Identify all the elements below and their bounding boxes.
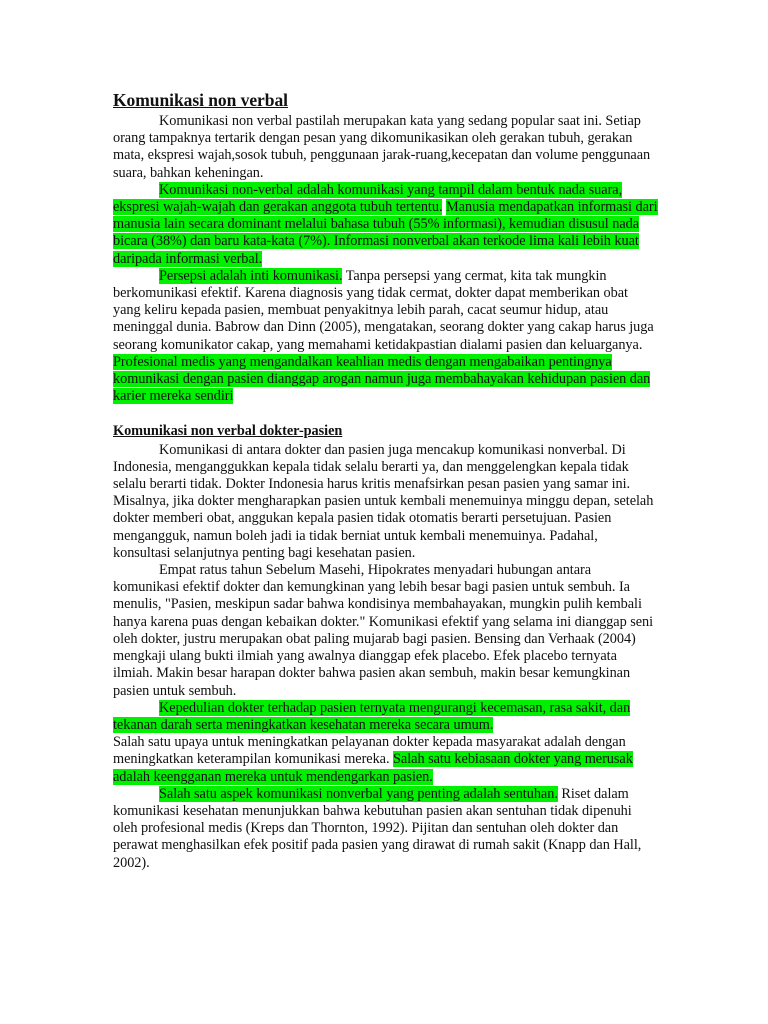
highlighted-text: Komunikasi non-verbal adalah komunikasi yang tampil dalam bentuk nada suara, ekspresi wajah-wajah dan gerakan anggota tubuh tertentu. bbox=[113, 181, 623, 216]
highlighted-text: Manusia mendapatkan informasi dari manusia lain secara dominant melalui bahasa tubuh (55% informasi), kemudian disusul nada bicara (38%) dan baru kata-kata (7%). Informasi nonverbal akan terkode lima kali lebih kuat daripada informasi verbal. bbox=[113, 199, 658, 267]
paragraph-text: Riset dalam komunikasi kesehatan menunjukkan bahwa kebutuhan pasien akan sentuhan tidak dipenuhi oleh profesional medis (Kreps dan Thornton, 1992). Pijitan dan sentuhan oleh dokter dan perawat menghasilkan efek positif pada pasien yang dirawat di rumah sakit (Knapp dan Hall, 2002). bbox=[113, 785, 642, 871]
highlighted-text: Persepsi adalah inti komunikasi. bbox=[159, 267, 343, 284]
paragraph bbox=[113, 182, 658, 268]
highlighted-text: Profesional medis yang mengandalkan keahlian medis dengan mengabaikan pentingnya komunikasi dengan pasien dianggap arogan namun juga membahayakan kehidupan pasien dan karier mereka sendiri bbox=[113, 353, 651, 405]
page-title: Komunikasi non verbal bbox=[113, 90, 288, 110]
section-heading: Komunikasi non verbal dokter-pasien bbox=[113, 423, 343, 440]
highlighted-text: Kepedulian dokter terhadap pasien ternyata mengurangi kecemasan, rasa sakit, dan tekanan darah serta meningkatkan kesehatan mereka secara umum. bbox=[113, 699, 631, 733]
paragraph bbox=[113, 734, 658, 786]
paragraph bbox=[113, 786, 658, 872]
paragraph bbox=[113, 268, 658, 406]
highlighted-text: Salah satu aspek komunikasi nonverbal yang penting adalah sentuhan. bbox=[159, 785, 558, 802]
paragraph-text: Komunikasi di antara dokter dan pasien juga mencakup komunikasi nonverbal. Di Indonesia, menganggukkan kepala tidak selalu berarti ya, dan menggelengkan kepala tidak selalu berarti tidak. Dokter Indonesia harus kritis menafsirkan pesan pasien yang samar ini. Misalnya, jika dokter mengharapkan pasien untuk kembali menemuinya minggu depan, setelah dokter memberi obat, anggukan kepala pasien tidak otomatis berarti persetujuan. Pasien mengangguk, namun boleh jadi ia tidak berniat untuk kembali menemuinya. Padahal, konsultasi selanjutnya penting bagi kesehatan pasien. bbox=[113, 441, 654, 561]
paragraph bbox=[113, 442, 658, 562]
paragraph-text: Tanpa persepsi yang cermat, kita tak mungkin berkomunikasi efektif. Karena diagnosis yang tidak cermat, dokter dapat memberikan obat yang keliru kepada pasien, membuat penyakitnya lebih parah, cacat seumur hidup, atau meninggal dunia. Babrow dan Dinn (2005), mengatakan, seorang dokter yang cakap harus juga seorang komunikator cakap, yang memahami ketidakpastian dialami pasien dan keluarganya. bbox=[113, 267, 654, 353]
document-body bbox=[113, 90, 658, 872]
paragraph bbox=[113, 113, 658, 182]
paragraph-text: Komunikasi non verbal pastilah merupakan kata yang sedang popular saat ini. Setiap orang tampaknya tertarik dengan pesan yang dikomunikasikan oleh gerakan tubuh, gerakan mata, ekspresi wajah,sosok tubuh, penggunaan jarak-ruang,kecepatan dan volume penggunaan suara, bahkan keheningan. bbox=[113, 113, 651, 181]
paragraph-text: Empat ratus tahun Sebelum Masehi, Hipokrates menyadari hubungan antara komunikasi efektif dokter dan kemungkinan yang lebih besar bagi pasien untuk sembuh. Ia menulis, "Pasien, meskipun sadar bahwa kondisinya membahayakan, mungkin pulih kembali hanya karena puas dengan kebaikan dokter." Komunikasi efektif yang selama ini dianggap seni oleh dokter, justru merupakan obat paling mujarab bagi pasien. Bensing dan Verhaak (2004) mengkaji ulang bukti ilmiah yang awalnya dianggap efek placebo. Efek placebo ternyata ilmiah. Makin besar harapan dokter bahwa pasien akan sembuh, makin besar kemungkinan pasien untuk sembuh. bbox=[113, 562, 654, 699]
paragraph bbox=[113, 562, 658, 700]
paragraph bbox=[113, 700, 658, 734]
highlighted-text: Salah satu kebiasaan dokter yang merusak adalah keengganan mereka untuk mendengarkan pasien. bbox=[113, 751, 633, 785]
paragraph-text: Salah satu upaya untuk meningkatkan pelayanan dokter kepada masyarakat adalah dengan meningkatkan keterampilan komunikasi mereka. bbox=[113, 734, 626, 768]
